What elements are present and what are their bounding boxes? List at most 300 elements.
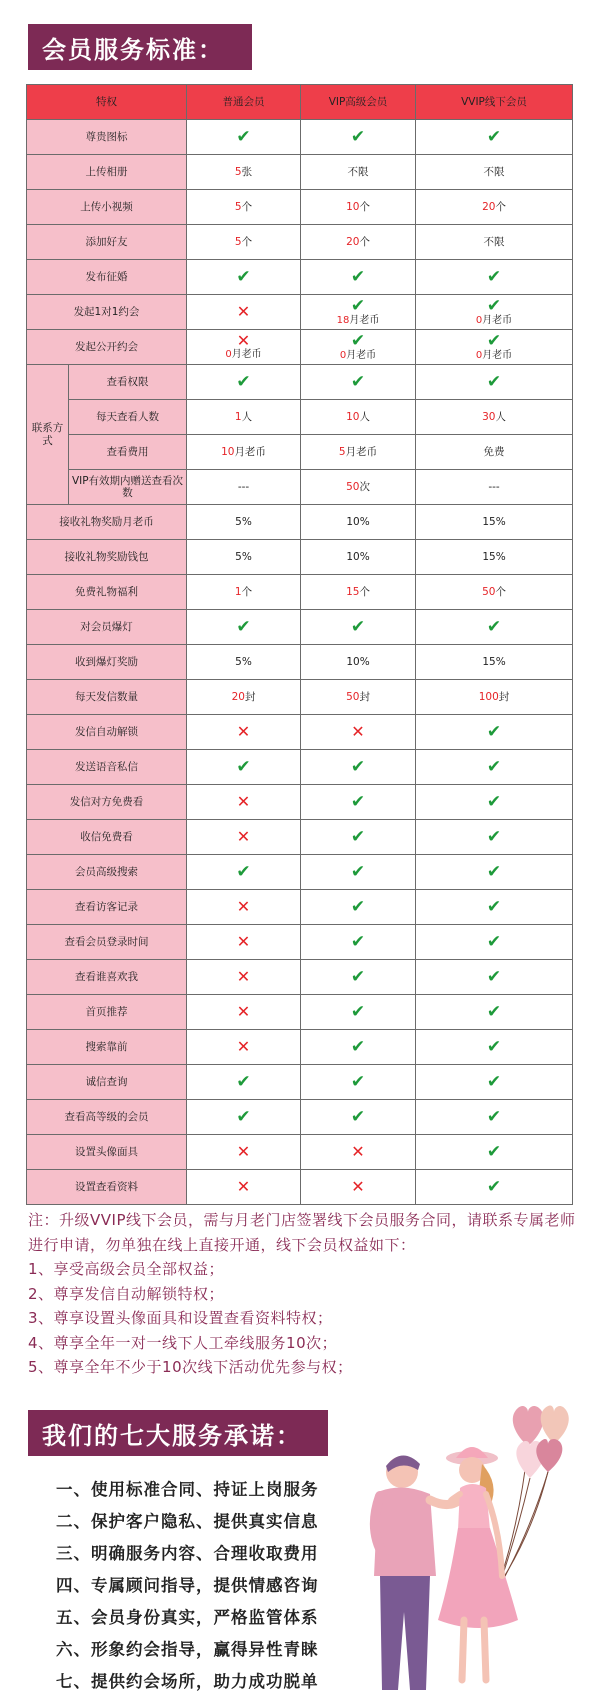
tier-cell-regular [187, 1170, 301, 1205]
cell-number: 20 [482, 200, 496, 213]
tier-cell-regular [187, 225, 301, 260]
cell-value [235, 516, 252, 528]
feature-name: 查看谁喜欢我 [27, 960, 187, 995]
cell-value [301, 350, 415, 362]
cell-value [346, 551, 369, 563]
feature-name: 添加好友 [27, 225, 187, 260]
check-icon: ✔ [236, 1071, 251, 1092]
feature-name: 发起公开约会 [27, 330, 187, 365]
feature-name: 发信自动解锁 [27, 715, 187, 750]
cell-text: 5% [235, 655, 252, 668]
tier-cell-vvip [416, 400, 573, 435]
man-figure-icon [374, 1455, 462, 1690]
check-icon: ✔ [486, 896, 502, 917]
cell-number: 10 [221, 445, 235, 458]
promise-item: 四、专属顾问指导，提供情感咨询 [56, 1576, 319, 1595]
tier-cell-vip [301, 260, 416, 295]
tier-cell-vvip [416, 260, 573, 295]
table-row [27, 120, 573, 155]
notes-item: 2、尊享发信自动解锁特权； [28, 1284, 225, 1303]
cell-number: 0 [475, 349, 483, 361]
table-row [27, 820, 573, 855]
cell-value [235, 166, 252, 178]
tier-cell-regular [187, 1065, 301, 1100]
promise-item: 二、保护客户隐私、提供真实信息 [56, 1512, 319, 1531]
tier-cell-regular [187, 575, 301, 610]
table-row [27, 155, 573, 190]
notes-block [28, 1208, 576, 1380]
table-row [27, 890, 573, 925]
tier-cell-regular [187, 540, 301, 575]
contact-group-label: 联系方式 [27, 365, 69, 505]
tier-cell-regular [187, 470, 301, 505]
banner-title: 我们的七大服务承诺： [42, 1421, 302, 1450]
check-icon: ✔ [486, 931, 502, 952]
tier-cell-vip [301, 120, 416, 155]
tier-cell-regular [187, 715, 301, 750]
feature-name: 搜索靠前 [27, 1030, 187, 1065]
check-icon: ✔ [486, 721, 502, 742]
cell-text: 月老币 [482, 349, 513, 361]
tier-cell-vvip [416, 575, 573, 610]
check-icon: ✔ [236, 861, 251, 882]
tier-cell-vvip [416, 925, 573, 960]
table-row [27, 1170, 573, 1205]
check-icon: ✔ [486, 330, 502, 351]
tier-cell-vvip [416, 610, 573, 645]
cell-value [346, 516, 369, 528]
cell-text: 个 [359, 235, 370, 248]
check-icon: ✔ [350, 756, 366, 777]
tier-cell-vvip [416, 155, 573, 190]
cell-text: 月老币 [346, 349, 377, 361]
cell-value [416, 350, 572, 362]
cross-icon: ✕ [236, 791, 251, 811]
feature-name: 发送语音私信 [27, 750, 187, 785]
tier-cell-vip [301, 295, 416, 330]
cross-icon: ✕ [236, 1001, 251, 1021]
tier-cell-regular [187, 365, 301, 400]
check-icon: ✔ [236, 756, 251, 777]
tier-cell-vvip [416, 120, 573, 155]
heart-balloons-icon [513, 1405, 569, 1478]
header-feature: 特权 [27, 85, 187, 120]
feature-name: 发起1对1约会 [27, 295, 187, 330]
cross-icon: ✕ [351, 1176, 365, 1196]
cell-text: 人 [241, 410, 253, 423]
cell-text: 不限 [483, 235, 505, 248]
tier-cell-regular [187, 820, 301, 855]
tier-cell-regular [187, 1135, 301, 1170]
cell-number: 10 [346, 410, 360, 423]
tier-cell-vip [301, 435, 416, 470]
cell-number: 5 [338, 445, 346, 458]
cell-text: 15% [482, 515, 506, 528]
tier-cell-regular [187, 330, 301, 365]
check-icon: ✔ [486, 616, 502, 637]
cell-number: 1 [234, 410, 242, 423]
check-icon: ✔ [350, 330, 366, 351]
promise-item: 一、使用标准合同、持证上岗服务 [56, 1480, 319, 1499]
cross-icon: ✕ [236, 896, 251, 916]
tier-cell-vvip [416, 225, 573, 260]
section-banner-standard [28, 24, 252, 70]
cross-icon: ✕ [236, 331, 251, 351]
tier-cell-vip [301, 890, 416, 925]
tier-cell-regular [187, 295, 301, 330]
cell-text: 月老币 [231, 349, 262, 361]
feature-name: 对会员爆灯 [27, 610, 187, 645]
tier-cell-regular [187, 995, 301, 1030]
check-icon: ✔ [236, 266, 251, 287]
tier-cell-regular [187, 120, 301, 155]
tier-cell-vvip [416, 680, 573, 715]
tier-cell-regular [187, 505, 301, 540]
tier-cell-vip [301, 785, 416, 820]
cell-value [238, 481, 249, 493]
check-icon: ✔ [350, 1071, 366, 1092]
cell-text: 不限 [347, 165, 369, 178]
table-row [27, 855, 573, 890]
tier-cell-vvip [416, 890, 573, 925]
cell-value [479, 691, 510, 703]
check-icon: ✔ [236, 126, 251, 147]
tier-cell-vip [301, 960, 416, 995]
promise-item: 三、明确服务内容、合理收取费用 [56, 1544, 319, 1563]
cell-text: 张 [241, 165, 253, 178]
cell-number: 30 [482, 410, 496, 423]
tier-cell-vvip [416, 330, 573, 365]
check-icon: ✔ [486, 126, 502, 147]
check-icon: ✔ [350, 791, 366, 812]
tier-cell-vip [301, 225, 416, 260]
tier-cell-regular [187, 155, 301, 190]
cell-value [482, 551, 505, 563]
cell-text: 月老币 [345, 445, 378, 458]
cell-value [482, 411, 506, 423]
cell-text: 封 [244, 690, 256, 703]
cell-number: 20 [231, 690, 245, 703]
feature-name: 查看会员登录时间 [27, 925, 187, 960]
cell-value [346, 481, 370, 493]
cell-value [484, 166, 505, 178]
cell-value [346, 201, 370, 213]
cell-number: 50 [346, 690, 360, 703]
feature-name: 首页推荐 [27, 995, 187, 1030]
cell-text: 10% [346, 550, 370, 563]
tier-cell-regular [187, 435, 301, 470]
table-row [27, 785, 573, 820]
cell-number: 50 [346, 480, 360, 493]
feature-name: 查看费用 [69, 435, 187, 470]
table-row [27, 400, 573, 435]
check-icon: ✔ [236, 1106, 251, 1127]
notes-item: 4、尊享全年一对一线下人工牵线服务10次； [28, 1333, 338, 1352]
check-icon: ✔ [486, 1001, 502, 1022]
cell-value [482, 516, 505, 528]
tier-cell-vip [301, 680, 416, 715]
tier-cell-vip [301, 1030, 416, 1065]
feature-name: 查看权限 [69, 365, 187, 400]
cell-value [346, 236, 370, 248]
cell-text: 封 [498, 690, 510, 703]
tier-cell-vip [301, 1135, 416, 1170]
cell-text: 个 [241, 235, 253, 248]
tier-cell-regular [187, 1100, 301, 1135]
tier-cell-regular [187, 400, 301, 435]
cell-number: 5 [234, 165, 242, 178]
cell-value [221, 446, 266, 458]
tier-cell-vip [301, 925, 416, 960]
cell-text: 个 [241, 200, 253, 213]
section-banner-promises [28, 1410, 328, 1456]
feature-name: 上传相册 [27, 155, 187, 190]
check-icon: ✔ [350, 1106, 366, 1127]
tier-cell-vip [301, 1100, 416, 1135]
tier-cell-vvip [416, 820, 573, 855]
cell-value [488, 481, 499, 493]
table-row [27, 645, 573, 680]
tier-cell-vvip [416, 1030, 573, 1065]
table-row [27, 680, 573, 715]
feature-name: 每天发信数量 [27, 680, 187, 715]
cell-text: 个 [495, 200, 506, 213]
cell-value [235, 411, 252, 423]
table-row [27, 715, 573, 750]
promise-item: 五、会员身份真实，严格监管体系 [56, 1608, 319, 1627]
tier-cell-vvip [416, 190, 573, 225]
feature-name: 每天查看人数 [69, 400, 187, 435]
cell-number: 10 [346, 200, 360, 213]
cell-value [346, 411, 370, 423]
check-icon: ✔ [486, 1106, 502, 1127]
check-icon: ✔ [486, 966, 502, 987]
tier-cell-vvip [416, 960, 573, 995]
cell-number: 5 [234, 200, 242, 213]
cell-text: 15% [482, 655, 506, 668]
table-row [27, 470, 573, 505]
cell-text: 次 [359, 480, 370, 493]
table-row [27, 960, 573, 995]
cell-text: 15% [482, 550, 506, 563]
cell-text: 10% [346, 515, 370, 528]
table-row [27, 365, 573, 400]
check-icon: ✔ [350, 616, 366, 637]
table-row [27, 995, 573, 1030]
cell-text: 月老币 [482, 314, 513, 326]
cell-value [482, 201, 506, 213]
check-icon: ✔ [350, 1001, 366, 1022]
cell-text: 个 [359, 585, 370, 598]
cell-number: 20 [346, 235, 360, 248]
tier-cell-vip [301, 645, 416, 680]
cell-number: 18 [336, 314, 350, 326]
tier-cell-vvip [416, 1170, 573, 1205]
table-row [27, 295, 573, 330]
tier-cell-vvip [416, 295, 573, 330]
check-icon: ✔ [486, 791, 502, 812]
check-icon: ✔ [486, 756, 502, 777]
tier-cell-vip [301, 820, 416, 855]
tier-cell-vvip [416, 1135, 573, 1170]
feature-name: 查看访客记录 [27, 890, 187, 925]
tier-cell-regular [187, 960, 301, 995]
feature-name: 设置查看资料 [27, 1170, 187, 1205]
cell-value [235, 551, 252, 563]
tier-cell-regular [187, 855, 301, 890]
tier-cell-vip [301, 610, 416, 645]
cell-number: 50 [482, 585, 496, 598]
tier-cell-vip [301, 1170, 416, 1205]
check-icon: ✔ [486, 295, 502, 316]
table-row [27, 190, 573, 225]
tier-cell-vip [301, 470, 416, 505]
feature-name: 发信对方免费看 [27, 785, 187, 820]
tier-cell-regular [187, 785, 301, 820]
tier-cell-vip [301, 190, 416, 225]
check-icon: ✔ [236, 371, 251, 392]
cross-icon: ✕ [351, 1141, 365, 1161]
tier-cell-regular [187, 890, 301, 925]
table-row [27, 225, 573, 260]
tier-cell-vvip [416, 540, 573, 575]
check-icon: ✔ [350, 295, 366, 316]
cell-value [301, 315, 415, 327]
header-vvip: VVIP线下会员 [416, 85, 573, 120]
cell-value [482, 656, 505, 668]
table-row [27, 540, 573, 575]
tier-cell-vvip [416, 645, 573, 680]
check-icon: ✔ [486, 1036, 502, 1057]
tier-cell-vip [301, 1065, 416, 1100]
cell-text: --- [237, 480, 250, 493]
cell-text: 个 [241, 585, 253, 598]
check-icon: ✔ [486, 1141, 502, 1162]
cross-icon: ✕ [236, 966, 251, 986]
table-body [27, 120, 573, 1205]
feature-name: 设置头像面具 [27, 1135, 187, 1170]
feature-name: 收信免费看 [27, 820, 187, 855]
cross-icon: ✕ [236, 1176, 251, 1196]
cell-text: 人 [495, 410, 506, 423]
cell-value [187, 349, 300, 361]
cell-text: 10% [346, 655, 370, 668]
feature-name: VIP有效期内赠送查看次数 [69, 470, 187, 505]
header-regular: 普通会员 [187, 85, 301, 120]
table-row [27, 1135, 573, 1170]
tier-cell-vip [301, 855, 416, 890]
feature-name: 接收礼物奖励月老币 [27, 505, 187, 540]
tier-cell-vvip [416, 435, 573, 470]
tier-cell-vvip [416, 1065, 573, 1100]
tier-cell-vip [301, 400, 416, 435]
tier-cell-vvip [416, 995, 573, 1030]
cell-text: 月老币 [349, 314, 380, 326]
tier-cell-regular [187, 1030, 301, 1065]
cell-value [346, 656, 369, 668]
tier-cell-vvip [416, 365, 573, 400]
table-row [27, 575, 573, 610]
table-row [27, 330, 573, 365]
check-icon: ✔ [350, 931, 366, 952]
cell-value [482, 586, 506, 598]
feature-name: 发布征婚 [27, 260, 187, 295]
feature-name: 尊贵图标 [27, 120, 187, 155]
check-icon: ✔ [350, 896, 366, 917]
cell-text: 月老币 [234, 445, 266, 458]
check-icon: ✔ [350, 861, 366, 882]
tier-cell-vvip [416, 1100, 573, 1135]
feature-name: 免费礼物福利 [27, 575, 187, 610]
feature-name: 查看高等级的会员 [27, 1100, 187, 1135]
cell-value [235, 236, 252, 248]
cell-text: --- [488, 480, 500, 493]
check-icon: ✔ [350, 966, 366, 987]
tier-cell-regular [187, 925, 301, 960]
tier-cell-vip [301, 330, 416, 365]
check-icon: ✔ [350, 1036, 366, 1057]
cell-number: 5 [234, 235, 242, 248]
tier-cell-vip [301, 365, 416, 400]
cell-text: 不限 [483, 165, 505, 178]
cell-number: 0 [475, 314, 483, 326]
tier-cell-regular [187, 260, 301, 295]
cell-number: 15 [346, 585, 360, 598]
check-icon: ✔ [350, 126, 366, 147]
cell-text: 5% [235, 550, 252, 563]
cell-value [484, 446, 505, 458]
tier-cell-vvip [416, 470, 573, 505]
table-row [27, 435, 573, 470]
cross-icon: ✕ [236, 721, 251, 741]
cross-icon: ✕ [236, 301, 251, 321]
feature-name: 上传小视频 [27, 190, 187, 225]
check-icon: ✔ [486, 371, 502, 392]
tier-cell-regular [187, 750, 301, 785]
tier-cell-vvip [416, 505, 573, 540]
cell-value [346, 691, 370, 703]
table-row [27, 505, 573, 540]
cell-number: 0 [339, 349, 347, 361]
promise-item: 六、形象约会指导，赢得异性青睐 [56, 1640, 319, 1659]
cross-icon: ✕ [351, 721, 365, 741]
check-icon: ✔ [236, 616, 251, 637]
cell-value [348, 166, 369, 178]
check-icon: ✔ [486, 861, 502, 882]
table-row [27, 925, 573, 960]
notes-item: 5、尊享全年不少于10次线下活动优先参与权； [28, 1358, 353, 1376]
cell-text: 免费 [483, 445, 505, 458]
cell-value [339, 446, 377, 458]
tier-cell-vip [301, 575, 416, 610]
notes-intro: 注：升级VVIP线下会员，需与月老门店签署线下会员服务合同，请联系专属老师进行申请，勿单独在线上直接开通，线下会员权益如下： [28, 1211, 576, 1254]
cell-value [235, 656, 252, 668]
cell-text: 个 [359, 200, 370, 213]
table-row [27, 1100, 573, 1135]
tier-cell-vip [301, 155, 416, 190]
tier-cell-vip [301, 540, 416, 575]
table-row [27, 1065, 573, 1100]
cell-text: 5% [235, 515, 252, 528]
promise-item: 七、提供约会场所，助力成功脱单 [56, 1672, 319, 1691]
tier-cell-vip [301, 505, 416, 540]
cell-value [232, 691, 256, 703]
table-row [27, 260, 573, 295]
check-icon: ✔ [350, 371, 366, 392]
banner-title: 会员服务标准： [42, 35, 224, 64]
feature-name: 收到爆灯奖励 [27, 645, 187, 680]
table-row [27, 610, 573, 645]
